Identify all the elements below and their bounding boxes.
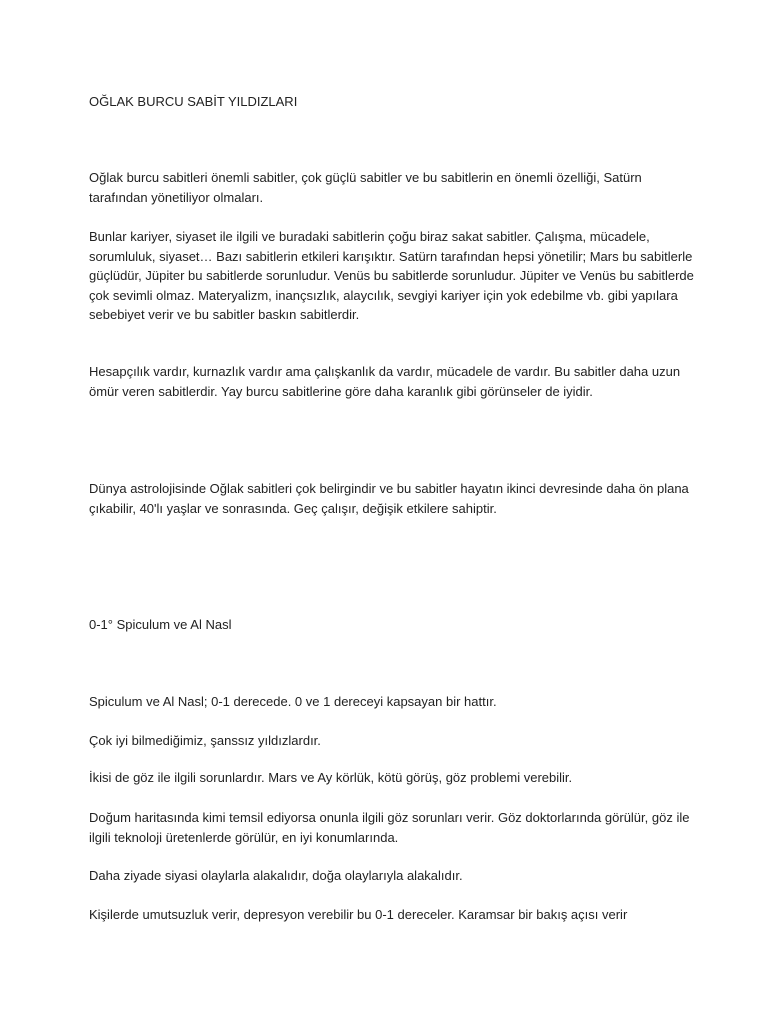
paragraph-4: Dünya astrolojisinde Oğlak sabitleri çok belirgindir ve bu sabitler hayatın ikinci devresinde daha ön plana çıkabilir, 40'lı yaşlar ve sonrasında. Geç çalışır, değişik etkilere sahiptir. xyxy=(89,481,689,516)
paragraph-1: Oğlak burcu sabitleri önemli sabitler, çok güçlü sabitler ve bu sabitlerin en önemli özelliği, Satürn tarafından yönetiliyor olmaları. xyxy=(89,170,642,205)
paragraph-3: Hesapçılık vardır, kurnazlık vardır ama çalışkanlık da vardır, mücadele de vardır. Bu sabitler daha uzun ömür veren sabitlerdir. Yay burcu sabitlerine göre daha karanlık gibi görünseler de iyidir. xyxy=(89,364,681,399)
document-title: OĞLAK BURCU SABİT YILDIZLARI xyxy=(89,94,298,109)
section-paragraph-2: Çok iyi bilmediğimiz, şanssız yıldızlardır. xyxy=(89,733,321,748)
section-paragraph-6: Kişilerde umutsuzluk verir, depresyon verebilir bu 0-1 dereceler. Karamsar bir bakış açısı verir xyxy=(89,907,628,922)
section-paragraph-4: Doğum haritasında kimi temsil ediyorsa onunla ilgili göz sorunları verir. Göz doktorlarında görülür, göz ile ilgili teknoloji üretenlerde görülür, en iyi konumlarında. xyxy=(89,810,690,845)
section-paragraph-5: Daha ziyade siyasi olaylarla alakalıdır, doğa olaylarıyla alakalıdır. xyxy=(89,868,463,883)
section-paragraph-3: İkisi de göz ile ilgili sorunlardır. Mars ve Ay körlük, kötü görüş, göz problemi verebilir. xyxy=(89,770,573,785)
section-paragraph-1: Spiculum ve Al Nasl; 0-1 derecede. 0 ve 1 dereceyi kapsayan bir hattır. xyxy=(89,694,497,709)
paragraph-2: Bunlar kariyer, siyaset ile ilgili ve buradaki sabitlerin çoğu biraz sakat sabitler. Çalışma, mücadele, sorumluluk, siyaset… Bazı sabitlerin etkileri karışıktır. Satürn tarafından hepsi yönetilir; Mars bu sabitlerle güçlüdür, Jüpiter bu sabitlerde sorunludur. Venüs bu sabitlerde sorunludur. Jüpiter ve Venüs bu sabitlerde çok sevimli olmaz. Materyalizm, inançsızlık, alaycılık, sevgiyi kariyer için yok edebilme vb. gibi yapılara sebebiyet verir ve bu sabitler baskın sabitlerdir. xyxy=(89,229,694,322)
section-heading: 0-1° Spiculum ve Al Nasl xyxy=(89,617,232,632)
